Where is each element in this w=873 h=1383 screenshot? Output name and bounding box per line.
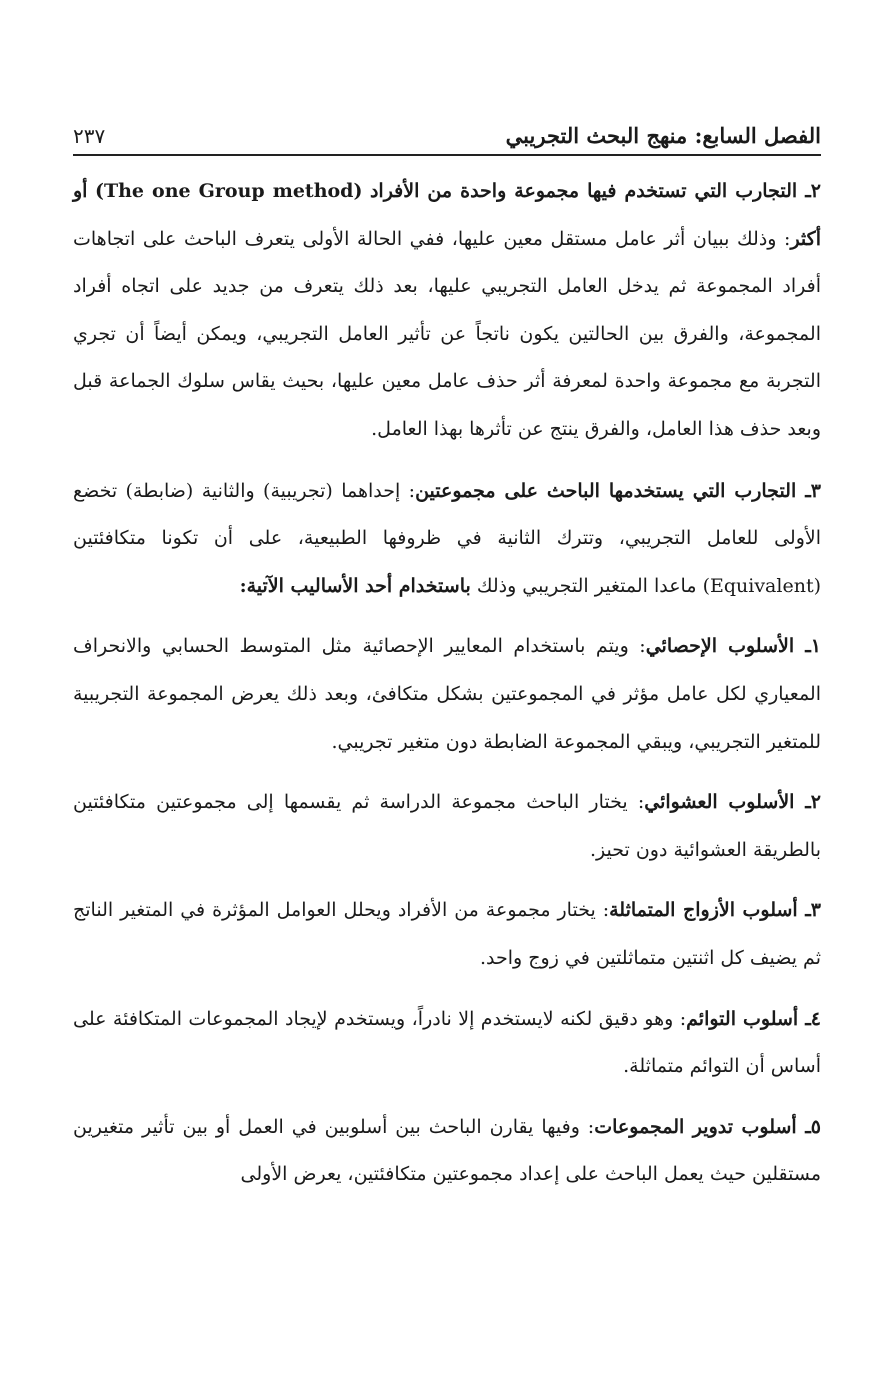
paragraph-one-group-experiments [73,168,821,454]
method-heading-matched-pairs: ٣ـ أسلوب الأزواج المتماثلة [609,899,822,922]
methods-intro: باستخدام أحد الأساليب الآتية: [239,574,471,597]
paragraph-text: ماعدا المتغير التجريبي وذلك [476,574,697,597]
page-body [73,168,821,1199]
method-text: : ويتم باستخدام المعايير الإحصائية مثل المتوسط الحسابي والانحراف المعياري لكل عامل مؤثر في المجموعتين بشكل متكافئ، وبعد ذلك يعرض المجموعة التجريبية للمتغير التجريبي، ويبقي المجموعة الضابطة دون متغير تجريبي. [73,635,821,753]
english-term-one-group: (The one Group method) [94,180,363,202]
method-heading-group-rotation: ٥ـ أسلوب تدوير المجموعات [594,1115,821,1138]
english-term-equivalent: (Equivalent) [702,574,821,597]
method-text: : يختار الباحث مجموعة الدراسة ثم يقسمها إلى مجموعتين متكافئتين بالطريقة العشوائية دون تحيز. [73,791,821,861]
paragraph-two-group-experiments [73,468,821,611]
paragraph-text: : إحداهما (تجريبية) والثانية (ضابطة) تخضع الأولى للعامل التجريبي، وتترك الثانية في ظروفها الطبيعية، على أن تكونا متكافئتين [73,479,821,550]
page [73,112,821,1363]
method-twins [73,996,821,1091]
section-heading-two-groups: ٣ـ التجارب التي يستخدمها الباحث على مجموعتين [415,479,821,502]
running-head [73,112,821,156]
page-number: ٢٣٧ [73,124,106,148]
method-heading-statistical: ١ـ الأسلوب الإحصائي [645,635,821,658]
paragraph-text: : وذلك ببيان أثر عامل مستقل معين عليها، ففي الحالة الأولى يتعرف الباحث على اتجاهات أفراد المجموعة ثم يدخل العامل التجريبي عليها، بعد ذلك يتعرف من جديد على اتجاه أفراد المجموعة، والفرق بين الحالتين يكون ناتجاً عن تأثير العامل التجريبي، ويمكن أيضاً أن تجري التجربة مع مجموعة واحدة لمعرفة أثر حذف عامل معين عليها، بحيث يقاس سلوك الجماعة قبل وبعد حذف هذا العامل، والفرق ينتج عن تأثرها بهذا العامل. [73,227,821,440]
method-matched-pairs [73,887,821,982]
section-heading-tail: أو أكثر [73,180,821,250]
chapter-title: الفصل السابع: منهج البحث التجريبي [505,123,821,148]
method-heading-random: ٢ـ الأسلوب العشوائي [644,791,821,814]
method-text: : يختار مجموعة من الأفراد ويحلل العوامل المؤثرة في المتغير الناتج ثم يضيف كل اثنتين متماثلتين في زوج واحد. [73,899,821,969]
method-heading-twins: ٤ـ أسلوب التوائم [686,1007,821,1030]
method-statistical [73,623,821,766]
section-heading-one-group: ٢ـ التجارب التي تستخدم فيها مجموعة واحدة من الأفراد [369,180,821,202]
method-text: : وفيها يقارن الباحث بين أسلوبين في العمل أو بين تأثير متغيرين مستقلين حيث يعمل الباحث على إعداد مجموعتين متكافئتين، يعرض الأولى [73,1115,821,1186]
method-text: : وهو دقيق لكنه لايستخدم إلا نادراً، ويستخدم لإيجاد المجموعات المتكافئة على أساس أن التوائم متماثلة. [73,1007,821,1078]
method-random [73,779,821,874]
method-group-rotation [73,1104,821,1199]
